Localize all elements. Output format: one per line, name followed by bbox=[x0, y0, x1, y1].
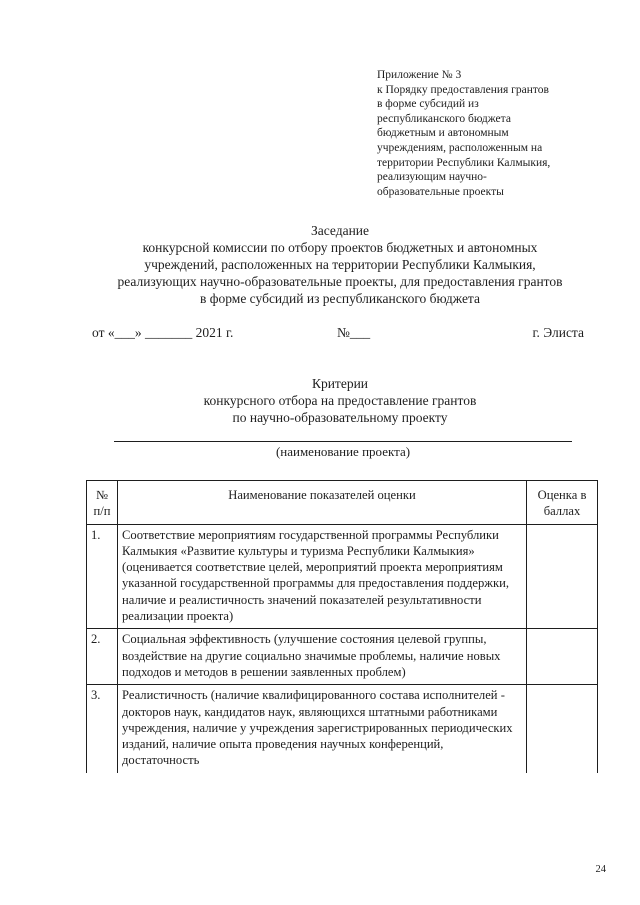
page-number: 24 bbox=[595, 864, 606, 875]
appendix-line: реализующим научно- bbox=[377, 171, 487, 184]
appendix-line: республиканского бюджета bbox=[377, 112, 511, 125]
appendix-line: Приложение № 3 bbox=[377, 69, 462, 81]
table-row bbox=[87, 685, 598, 773]
row-score bbox=[527, 629, 598, 685]
meeting-title: Заседание bbox=[310, 223, 370, 238]
appendix-line: образовательные проекты bbox=[377, 185, 504, 198]
appendix-line: учреждениям, расположенным на bbox=[377, 141, 543, 154]
appendix-note bbox=[377, 68, 617, 199]
criteria-title: Критерии bbox=[311, 376, 369, 391]
row-text: Соответствие мероприятиям государственной программы Республики Калмыкия «Развитие культуры и туризма Республики Калмыкия» (оценивается соответствие целей, мероприятий проекта мероприятиям указанной государственной программы для предоставления поддержки, наличие и реалистичность значений показателей результативности реализации проекта) bbox=[118, 524, 527, 629]
appendix-line: в форме субсидий из bbox=[377, 98, 479, 111]
table-row bbox=[87, 629, 598, 685]
header-name: Наименование показателей оценки bbox=[118, 481, 527, 525]
meeting-city: г. Элиста bbox=[532, 325, 584, 340]
meeting-line: конкурсной комиссии по отбору проектов бюджетных и автономных bbox=[142, 240, 538, 255]
meeting-heading bbox=[80, 222, 600, 307]
criteria-line: конкурсного отбора на предоставление грантов bbox=[203, 393, 477, 408]
table-row bbox=[87, 524, 598, 629]
project-name-field bbox=[114, 441, 572, 442]
row-score bbox=[527, 685, 598, 773]
row-text: Социальная эффективность (улучшение состояния целевой группы, воздействие на другие социально значимые проблемы, наличие новых подходов и методов в решении заявленных проблем) bbox=[118, 629, 527, 685]
table-header-row bbox=[87, 481, 598, 525]
meeting-line: учреждений, расположенных на территории Республики Калмыкия, bbox=[144, 257, 536, 272]
row-num: 2. bbox=[87, 629, 118, 685]
row-score bbox=[527, 524, 598, 629]
header-num: № п/п bbox=[87, 481, 118, 525]
row-num: 3. bbox=[87, 685, 118, 773]
row-num: 1. bbox=[87, 524, 118, 629]
meeting-date: от «___» _______ 2021 г. bbox=[92, 325, 234, 340]
meeting-line: в форме субсидий из республиканского бюджета bbox=[199, 291, 480, 306]
meeting-line: реализующих научно-образовательные проекты, для предоставления грантов bbox=[117, 274, 563, 289]
criteria-table-wrap bbox=[86, 480, 600, 848]
row-text: Реалистичность (наличие квалифицированного состава исполнителей - докторов наук, кандидатов наук, являющихся штатными работниками учреждения, наличие у учреждения зарегистрированных периодических изданий, наличие опыта проведения научных конференций, достаточность bbox=[118, 685, 527, 773]
meeting-number: №___ bbox=[337, 325, 371, 340]
project-name-caption: (наименование проекта) bbox=[275, 444, 411, 459]
header-score: Оценка в баллах bbox=[527, 481, 598, 525]
criteria-line: по научно-образовательному проекту bbox=[232, 410, 448, 425]
appendix-line: бюджетным и автономным bbox=[377, 127, 509, 140]
appendix-line: территории Республики Калмыкия, bbox=[377, 156, 551, 169]
appendix-line: к Порядку предоставления грантов bbox=[377, 83, 549, 96]
criteria-table bbox=[86, 480, 598, 773]
criteria-heading bbox=[80, 375, 600, 426]
